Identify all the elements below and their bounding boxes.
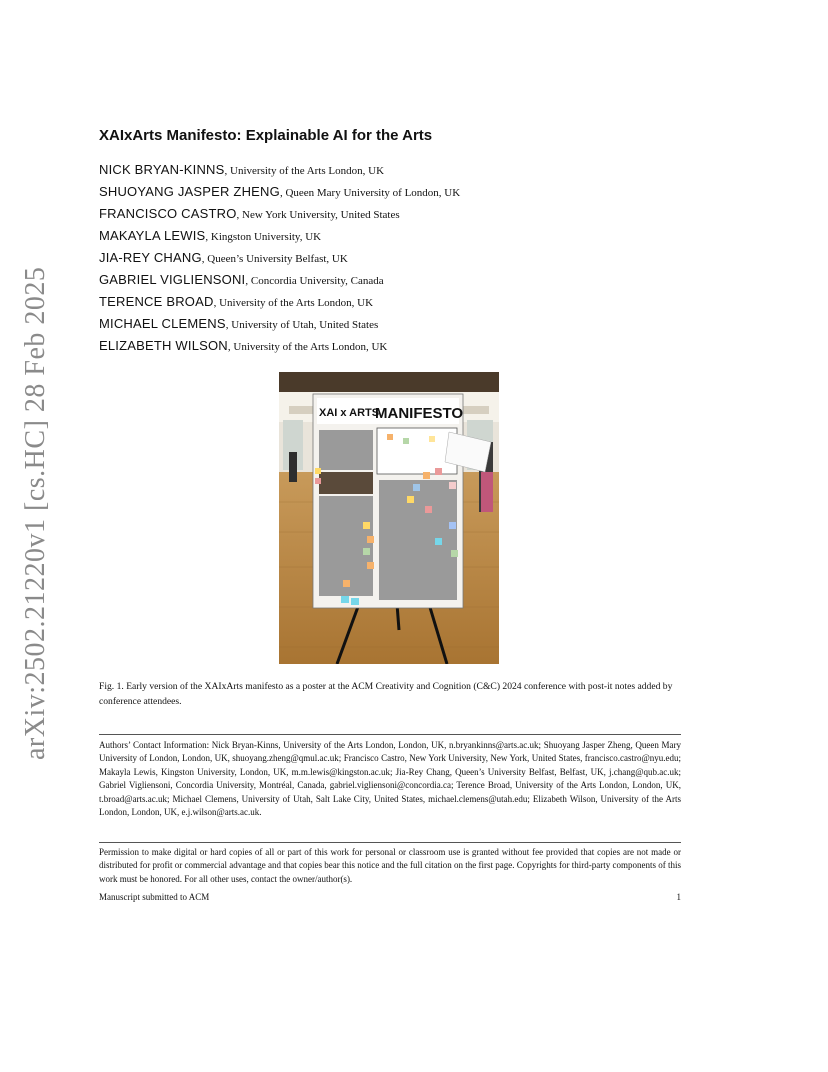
author-entry	[99, 315, 460, 337]
author-entry	[99, 183, 460, 205]
author-affiliation: , Queen’s University Belfast, UK	[201, 253, 348, 265]
page-number: 1	[676, 892, 681, 902]
author-name: GABRIEL VIGLIENSONI	[99, 272, 246, 287]
author-name: NICK BRYAN-KINNS	[99, 162, 225, 177]
footer-venue: Manuscript submitted to ACM	[99, 892, 210, 902]
author-name: FRANCISCO CASTRO	[99, 206, 237, 221]
figure-poster-photo	[279, 372, 499, 664]
author-affiliation: , Concordia University, Canada	[245, 275, 384, 287]
author-affiliation: , University of the Arts London, UK	[224, 165, 385, 177]
author-contact-information: Authors’ Contact Information: Nick Bryan-Kinns, University of the Arts London, London, UK, n.bryankinns@arts.ac.uk; Shuoyang Jasper Zheng, Queen Mary University of London, London, UK, shuoyang.zheng@qmul.ac.uk; Francisco Castro, New York University, New York, United States, francisco.castro@nyu.edu; Makayla Lewis, Kingston University, London, UK, m.m.lewis@kingston.ac.uk; Jia-Rey Chang, Queen’s University Belfast, Belfast, UK, j.chang@qub.ac.uk; Gabriel Vigliensoni, Concordia University, Montréal, Canada, gabriel.vigliensoni@concordia.ca; Terence Broad, University of the Arts London, London, UK, t.broad@arts.ac.uk; Michael Clemens, University of Utah, Salt Lake City, United States, michael.clemens@utah.edu; Elizabeth Wilson, University of the Arts London, London, UK, e.j.wilson@arts.ac.uk.	[99, 740, 681, 818]
author-entry	[99, 161, 460, 183]
author-entry	[99, 249, 460, 271]
author-entry	[99, 293, 460, 315]
author-name: JIA-REY CHANG	[99, 250, 202, 265]
author-affiliation: , University of the Arts London, UK	[213, 297, 374, 309]
author-name: TERENCE BROAD	[99, 294, 214, 309]
author-entry	[99, 227, 460, 249]
author-entry	[99, 337, 460, 359]
author-name: MAKAYLA LEWIS	[99, 228, 206, 243]
arxiv-identifier: arXiv:2502.21220v1 [cs.HC] 28 Feb 2025	[20, 266, 51, 760]
page-footer	[99, 892, 681, 902]
figure-caption: Fig. 1. Early version of the XAIxArts manifesto as a poster at the ACM Creativity and Cognition (C&C) 2024 conference with post-it notes added by conference attendees.	[99, 681, 673, 707]
author-affiliation: , University of Utah, United States	[225, 319, 379, 331]
poster-photo-illustration	[279, 372, 499, 664]
permission-statement: Permission to make digital or hard copies of all or part of this work for personal or classroom use is granted without fee provided that copies are not made or distributed for profit or commercial advantage and that copies bear this notice and the full citation on the first page. Copyrights for third-party components of this work must be honored. For all other uses, contact the owner/author(s).	[99, 847, 681, 884]
author-list	[99, 161, 460, 359]
author-affiliation: , Queen Mary University of London, UK	[279, 187, 461, 199]
author-affiliation: , University of the Arts London, UK	[227, 341, 388, 353]
author-affiliation: , Kingston University, UK	[205, 231, 322, 243]
footnote-divider	[99, 734, 681, 735]
author-name: SHUOYANG JASPER ZHENG	[99, 184, 280, 199]
poster-heading-right: MANIFESTO	[375, 405, 464, 422]
author-entry	[99, 271, 460, 293]
author-name: MICHAEL CLEMENS	[99, 316, 226, 331]
permission-divider	[99, 842, 681, 843]
author-affiliation: , New York University, United States	[236, 209, 400, 221]
author-entry	[99, 205, 460, 227]
author-name: ELIZABETH WILSON	[99, 338, 228, 353]
paper-title: XAIxArts Manifesto: Explainable AI for the Arts	[99, 127, 433, 144]
poster-heading-left: XAI x ARTS	[319, 407, 380, 419]
